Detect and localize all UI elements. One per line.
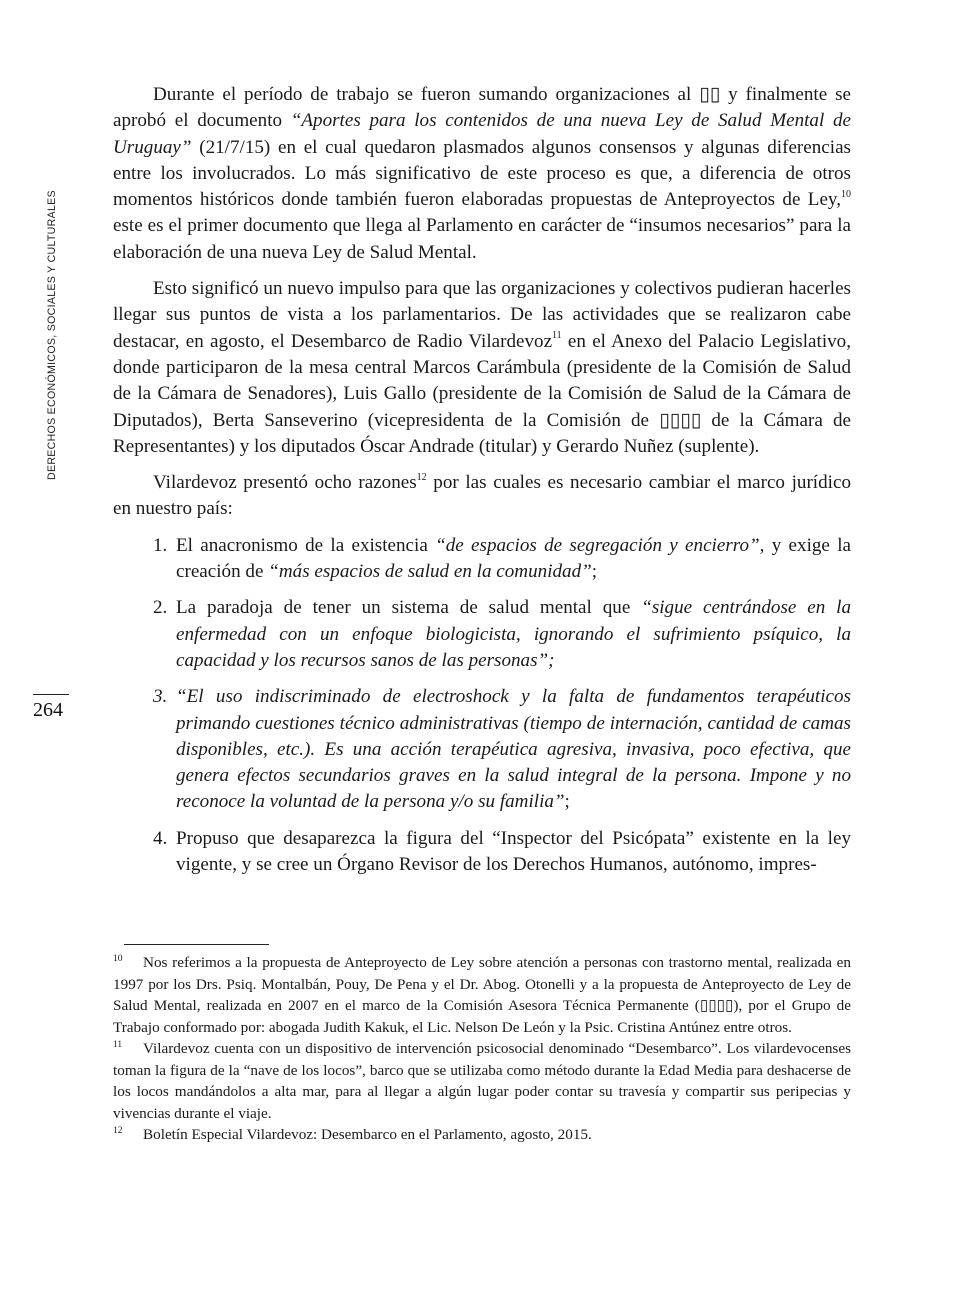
redacted-glyphs: ▯▯▯▯ [699,997,734,1014]
list-number: 1. [153,534,168,556]
footnote-text: Vilardevoz cuenta con un dispositivo de intervención psicosocial denominado “Desembarco”. Los vilardevocenses toman la figura de la “nave de los locos”, barco que se utilizaba como método durante la Edad Media para deshacerse de los locos mandándolos a alta mar, para al llegar a algún lugar poder contar su travesía y compartir sus peripecias y vivencias durante el viaje. [113,1040,851,1122]
running-header-section-title: DERECHOS ECONÓMICOS, SOCIALES Y CULTURALES [46,190,58,480]
footnote-ref-10[interactable]: 10 [841,188,851,200]
footnote-12: 12 Boletín Especial Vilardevoz: Desembarco en el Parlamento, agosto, 2015. [113,1125,592,1143]
footnote-11: 11 Vilardevoz cuenta con un dispositivo de intervención psicosocial denominado “Desembarco”. Los vilardevocenses toman la figura de la “nave de los locos”, barco que se utilizaba como método durante la Edad Media para deshacerse de los locos mandándolos a alta mar, para al llegar a algún lugar poder contar su travesía y compartir sus peripecias y vivencias durante el viaje. [113,1039,851,1122]
footnote-ref-11[interactable]: 11 [552,330,562,342]
reason-quote: “de espacios de segregación y encierro” [435,534,760,556]
paragraph-2-text: de la Cámara de Representantes) y los diputados Óscar Andrade (titular) y Gerardo Nuñez (suplente). [113,409,851,457]
paragraph-3-text: Vilardevoz presentó ocho razones [153,472,417,494]
footnote-ref-12[interactable]: 12 [416,471,427,483]
reasons-list [113,533,851,879]
reason-item-2 [113,595,851,674]
list-number: 2. [153,597,168,619]
footnotes [113,952,851,1146]
paragraph-2-text: en el Anexo del Palacio Legislativo, donde participaron de la mesa central Marcos Carámbula (presidente de la Comisión de Salud de la Cámara de Senadores), Luis Gallo (presidente de la Comisión de Salud de la Cámara de Diputados), Berta Sanseverino (vicepresidenta de la Comisión de [113,330,851,431]
reason-text: Propuso que desaparezca la figura del “Inspector del Psicópata” existente en la ley vigente, y se cree un Órgano Revisor de los Derechos Humanos, autónomo, impres- [176,827,851,876]
footnote-text: Nos referimos a la propuesta de Anteproyecto de Ley sobre atención a personas con trastorno mental, realizada en 1997 por los Drs. Psiq. Montalbán, Pouy, De Pena y el Dr. Abog. Otonelli y a la propuesta de Anteproyecto de Ley de Salud Mental, realizada en 2007 en el marco de la Comisión Asesora Técnica Permanente ( [113,954,851,1014]
reason-item-4 [113,826,851,879]
reason-quote: “más espacios de salud en la comunidad” [268,561,592,583]
list-number: 3. [153,686,168,708]
paragraph-1 [113,82,851,266]
reason-text: El anacronismo de la existencia [176,534,436,556]
paragraph-2 [113,276,851,460]
reason-item-3 [113,684,851,815]
footnote-10: 10 Nos referimos a la propuesta de Anteproyecto de Ley sobre atención a personas con trastorno mental, realizada en 1997 por los Drs. Psiq. Montalbán, Pouy, De Pena y el Dr. Abog. Otonelli y a la propuesta de Anteproyecto de Ley de Salud Mental, realizada en 2007 en el marco de la Comisión Asesora Técnica Permanente (▯▯▯▯), por el Grupo de Trabajo conformado por: abogada Judith Kakuk, el Lic. Nelson De León y la Psic. Cristina Antúnez entre otros. [113,953,852,1036]
list-number: 4. [153,827,168,849]
paragraph-1-text: este es el primer documento que llega al Parlamento en carácter de “insumos necesarios” para la elaboración de una nueva Ley de Salud Mental. [113,215,851,263]
redacted-glyphs: ▯▯ [699,84,721,105]
reason-text: ; [591,561,598,583]
reason-quote: “sigue centrándose en la enfermedad con un enfoque biologicista, ignorando el sufrimiento psíquico, la capacidad y los recursos sanos de las personas”; [176,597,852,671]
paragraph-1-text: y finalmente se aprobó el documento [113,84,851,132]
reason-text: La paradoja de tener un sistema de salud mental que [176,597,642,619]
page-number: 264 [33,699,63,721]
reason-quote: “El uso indiscriminado de electroshock y la falta de fundamentos terapéuticos primando cuestiones técnico administrativas (tiempo de internación, cantidad de camas disponibles, etc.). Es una acción terapéutica agresiva, invasiva, poco efectiva, que genera efectos secundarios graves en la salud integral de la persona. Impone y no reconoce la voluntad de la persona y/o su familia” [176,686,851,813]
page-number-rule [33,694,69,695]
paragraph-1-text: Durante el período de trabajo se fueron sumando organizaciones al [153,84,700,105]
reason-text: ; [564,791,570,813]
main-text [113,82,851,888]
reason-text: , y exige la creación de [176,534,851,583]
paragraph-3 [113,470,851,523]
footnote-separator [124,944,269,945]
paragraph-2-text: Esto significó un nuevo impulso para que las organizaciones y colectivos pudieran hacerles llegar sus puntos de vista a los parlamentarios. De las actividades que se realizaron cabe destacar, en agosto, el Desembarco de Radio Vilardevoz [113,278,851,352]
document-title: “Aportes para los contenidos de una nueva Ley de Salud Mental de Uruguay” [113,110,851,158]
paragraph-3-text: por las cuales es necesario cambiar el marco jurídico en nuestro país: [113,472,851,520]
paragraph-1-text: (21/7/15) en el cual quedaron plasmados algunos consensos y algunas diferencias entre los involucrados. Lo más significativo de este proceso es que, a diferencia de otros momentos históricos donde también fueron elaboradas propuestas de Anteproyectos de Ley, [113,136,851,211]
footnote-text: ), por el Grupo de Trabajo conformado por: abogada Judith Kakuk, el Lic. Nelson De León y la Psic. Cristina Antúnez entre otros. [113,997,852,1036]
reason-item-1 [113,533,851,586]
redacted-glyphs: ▯▯▯▯ [659,409,702,431]
footnote-text: Boletín Especial Vilardevoz: Desembarco en el Parlamento, agosto, 2015. [143,1126,592,1143]
